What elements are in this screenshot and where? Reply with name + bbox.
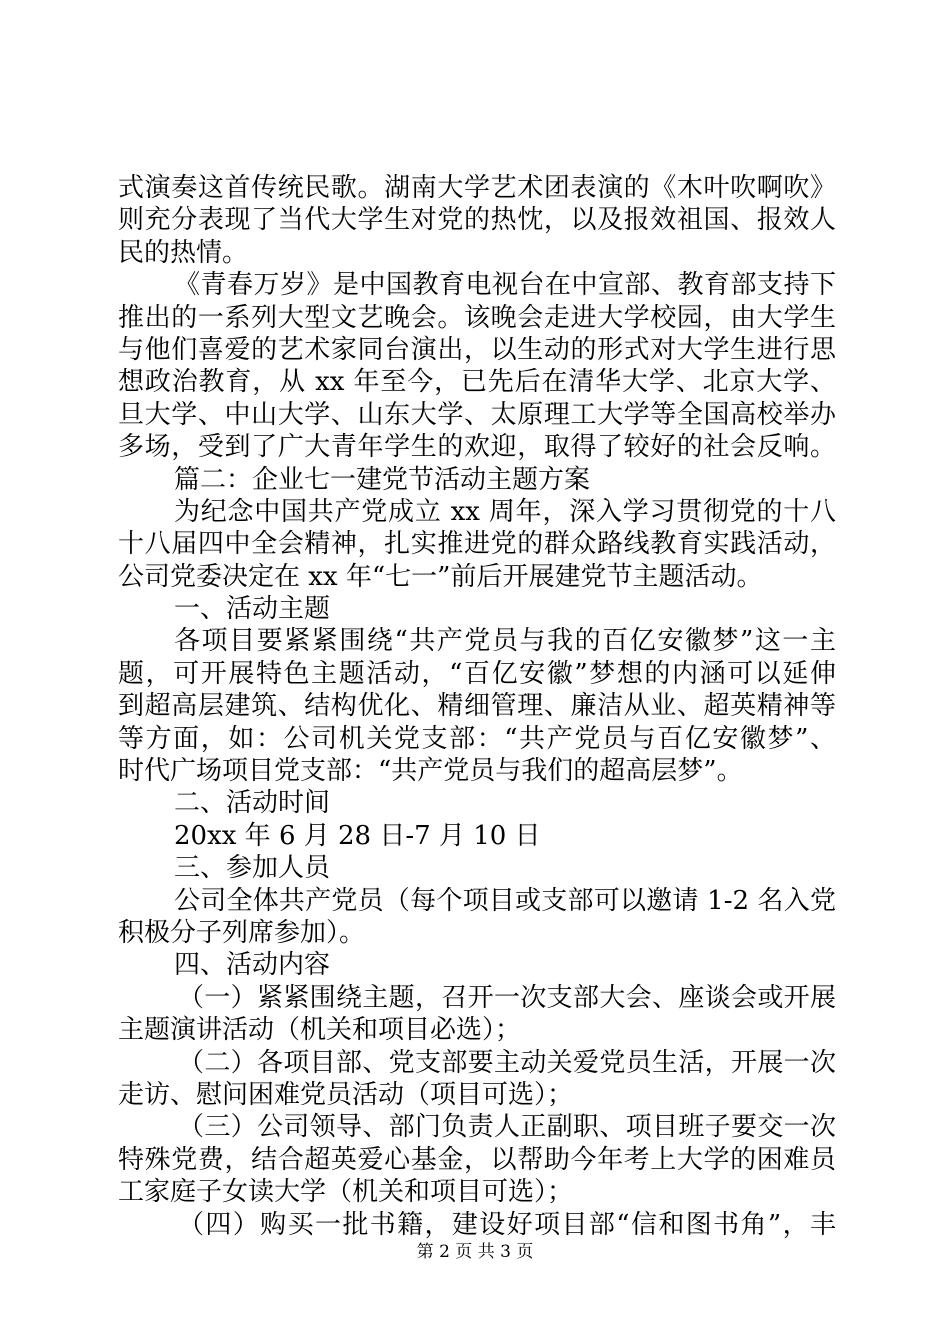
text-line: 推出的一系列大型文艺晚会。该晚会走进大学校园，由大学生 [118, 302, 836, 333]
text-line: （四）购买一批书籍，建设好项目部“信和图书角”，丰 [178, 1209, 836, 1240]
text-line: 走访、慰问困难党员活动（项目可选）； [118, 1079, 574, 1110]
text-line: 到超高层建筑、结构优化、精细管理、廉洁从业、超英精神等 [118, 691, 836, 722]
text-line: 想政治教育，从 xx 年至今，已先后在清华大学、北京大学、 [118, 367, 836, 398]
text-line: 十八届四中全会精神，扎实推进党的群众路线教育实践活动， [118, 529, 836, 560]
text-line: 题，可开展特色主题活动，“百亿安徽”梦想的内涵可以延伸 [118, 658, 836, 689]
text-line: 公司党委决定在 xx 年“七一”前后开展建党节主题活动。 [118, 561, 763, 592]
text-line: （二）各项目部、党支部要主动关爱党员生活，开展一次 [178, 1047, 836, 1078]
text-line: 主题演讲活动（机关和项目必选）； [118, 1015, 522, 1046]
text-line: 等方面，如：公司机关党支部：“共产党员与百亿安徽梦”、 [118, 723, 836, 754]
text-line: 式演奏这首传统民歌。湖南大学艺术团表演的《木叶吹啊吹》 [118, 173, 836, 203]
text-line: 与他们喜爱的艺术家同台演出，以生动的形式对大学生进行思 [118, 334, 836, 365]
document-body [118, 172, 836, 1241]
text-line: 工家庭子女读大学（机关和项目可选）； [118, 1177, 574, 1208]
text-line: 三、参加人员 [174, 853, 331, 884]
page-footer: 第 2 页 共 3 页 [416, 1242, 534, 1262]
text-line: 特殊党费，结合超英爱心基金，以帮助今年考上大学的困难员 [118, 1144, 836, 1175]
text-line: 二、活动时间 [174, 788, 331, 819]
text-line: 四、活动内容 [174, 950, 331, 981]
text-line: 20xx 年 6 月 28 日-7 月 10 日 [174, 820, 541, 851]
text-line: 公司全体共产党员（每个项目或支部可以邀请 1-2 名入党 [174, 885, 836, 916]
text-line: 《青春万岁》是中国教育电视台在中宣部、教育部支持下 [174, 270, 836, 301]
text-line: （三）公司领导、部门负责人正副职、项目班子要交一次 [178, 1112, 836, 1143]
text-line: 旦大学、中山大学、山东大学、太原理工大学等全国高校举办 [118, 399, 836, 430]
text-line: （一）紧紧围绕主题，召开一次支部大会、座谈会或开展 [178, 982, 836, 1013]
text-line: 为纪念中国共产党成立 xx 周年，深入学习贯彻党的十八 [174, 496, 836, 527]
text-line: 民的热情。 [118, 237, 249, 268]
text-line: 各项目要紧紧围绕“共产党员与我的百亿安徽梦”这一主 [174, 626, 836, 657]
text-line: 积极分子列席参加）。 [118, 917, 366, 948]
text-line: 多场，受到了广大青年学生的欢迎，取得了较好的社会反响。 [118, 432, 836, 463]
text-line: 则充分表现了当代大学生对党的热忱，以及报效祖国、报效人 [118, 205, 836, 236]
text-line: 一、活动主题 [174, 594, 331, 625]
text-line: 篇二：企业七一建党节活动主题方案 [174, 464, 591, 495]
text-line: 时代广场项目党支部：“共产党员与我们的超高层梦”。 [118, 756, 743, 787]
